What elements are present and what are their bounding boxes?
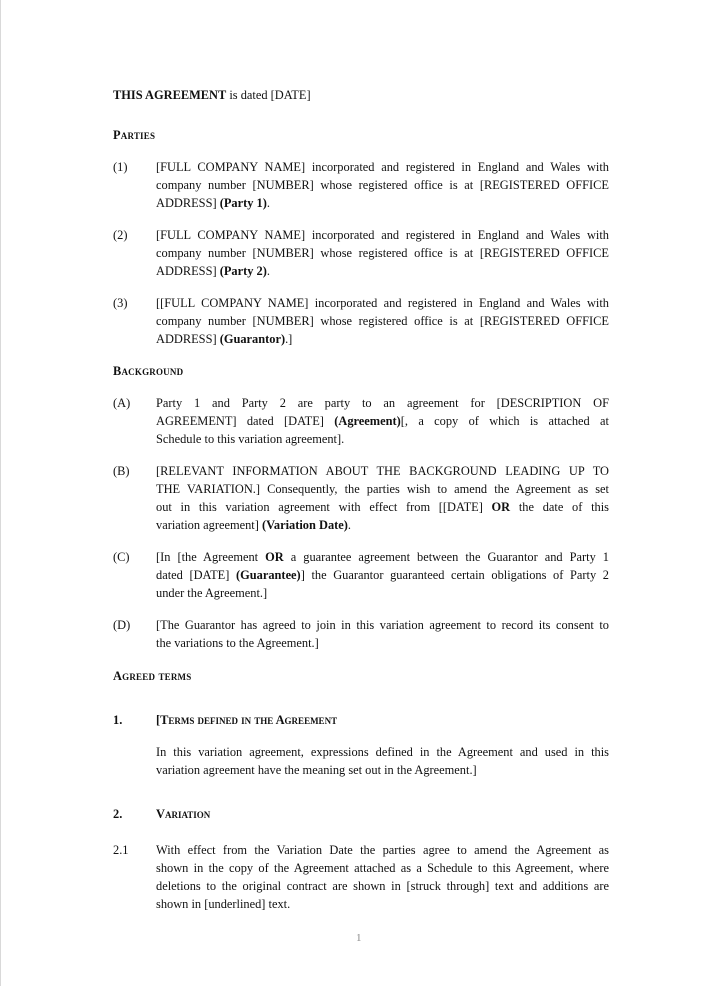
- clause-1-number: 1.: [113, 713, 123, 727]
- agreement-date-line: THIS AGREEMENT is dated [DATE]: [113, 88, 311, 102]
- parties-heading: Parties: [113, 128, 156, 142]
- agreed-terms-heading: Agreed terms: [113, 669, 192, 683]
- clause-2-title: Variation: [156, 807, 211, 821]
- background-heading: Background: [113, 364, 184, 378]
- page-number: 1: [356, 932, 362, 944]
- clause-1-title: [Terms defined in the Agreement: [156, 713, 338, 727]
- document-page: THIS AGREEMENT is dated [DATE] Parties (1) [FULL COMPANY NAME] incorporated and registered in England and Wales with company number [NUMBER] whose registered office is at [REGISTERED OFFICE ADDRESS] (Party 1). (2) [FULL COMPANY NAME] incorporated and registered in England and Wales with company number [NUMBER] whose registered office is at [REGISTERED OFFICE ADDRESS] (Party 2). (3) [[FULL COMPANY NAME] incorporated and registered in England and Wales with company number [NUMBER] whose registered office is at [REGISTERED OFFICE ADDRESS] (Guarantor).] Background (A) Party 1 and Party 2 are party to an agreement for [DESCRIPTION OF AGREEMENT] dated [DATE] (Agreement)[, a copy of which is attached at Schedule to this variation agreement]. (B) [RELEVANT INFORMATION ABOUT THE BACKGROUND LEADING UP TO THE VARIATION.] Consequently, the parties wish to amend the Agreement as set out in this variation agreement with effect from [[DATE] OR the date of this variation agreement] (Variation Date). (C) [In [the Agreement OR a guarantee agreement between the Guarantor and Party 1 dated [DATE] (Guarantee)] the Guarantor guaranteed certain obligations of Party 2 under the Agreement.] (D) [The Guarantor has agreed to join in this variation agreement to record its consent to the variations to the Agreement.] Agreed terms 1. [Terms defined in the Agreement In this variation agreement, expressions defined in the Agreement and used in this variation agreement have the meaning set out in the Agreement.] 2. Variation 2.1 With effect from the Variation Date the parties agree to amend the Agreement as shown in the copy of the Agreement attached as a Schedule to this Agreement, where deletions to the original contract are shown in [struck through] text and additions are shown in [underlined] text. 1: [0, 0, 705, 986]
- clause-2-number: 2.: [113, 807, 123, 821]
